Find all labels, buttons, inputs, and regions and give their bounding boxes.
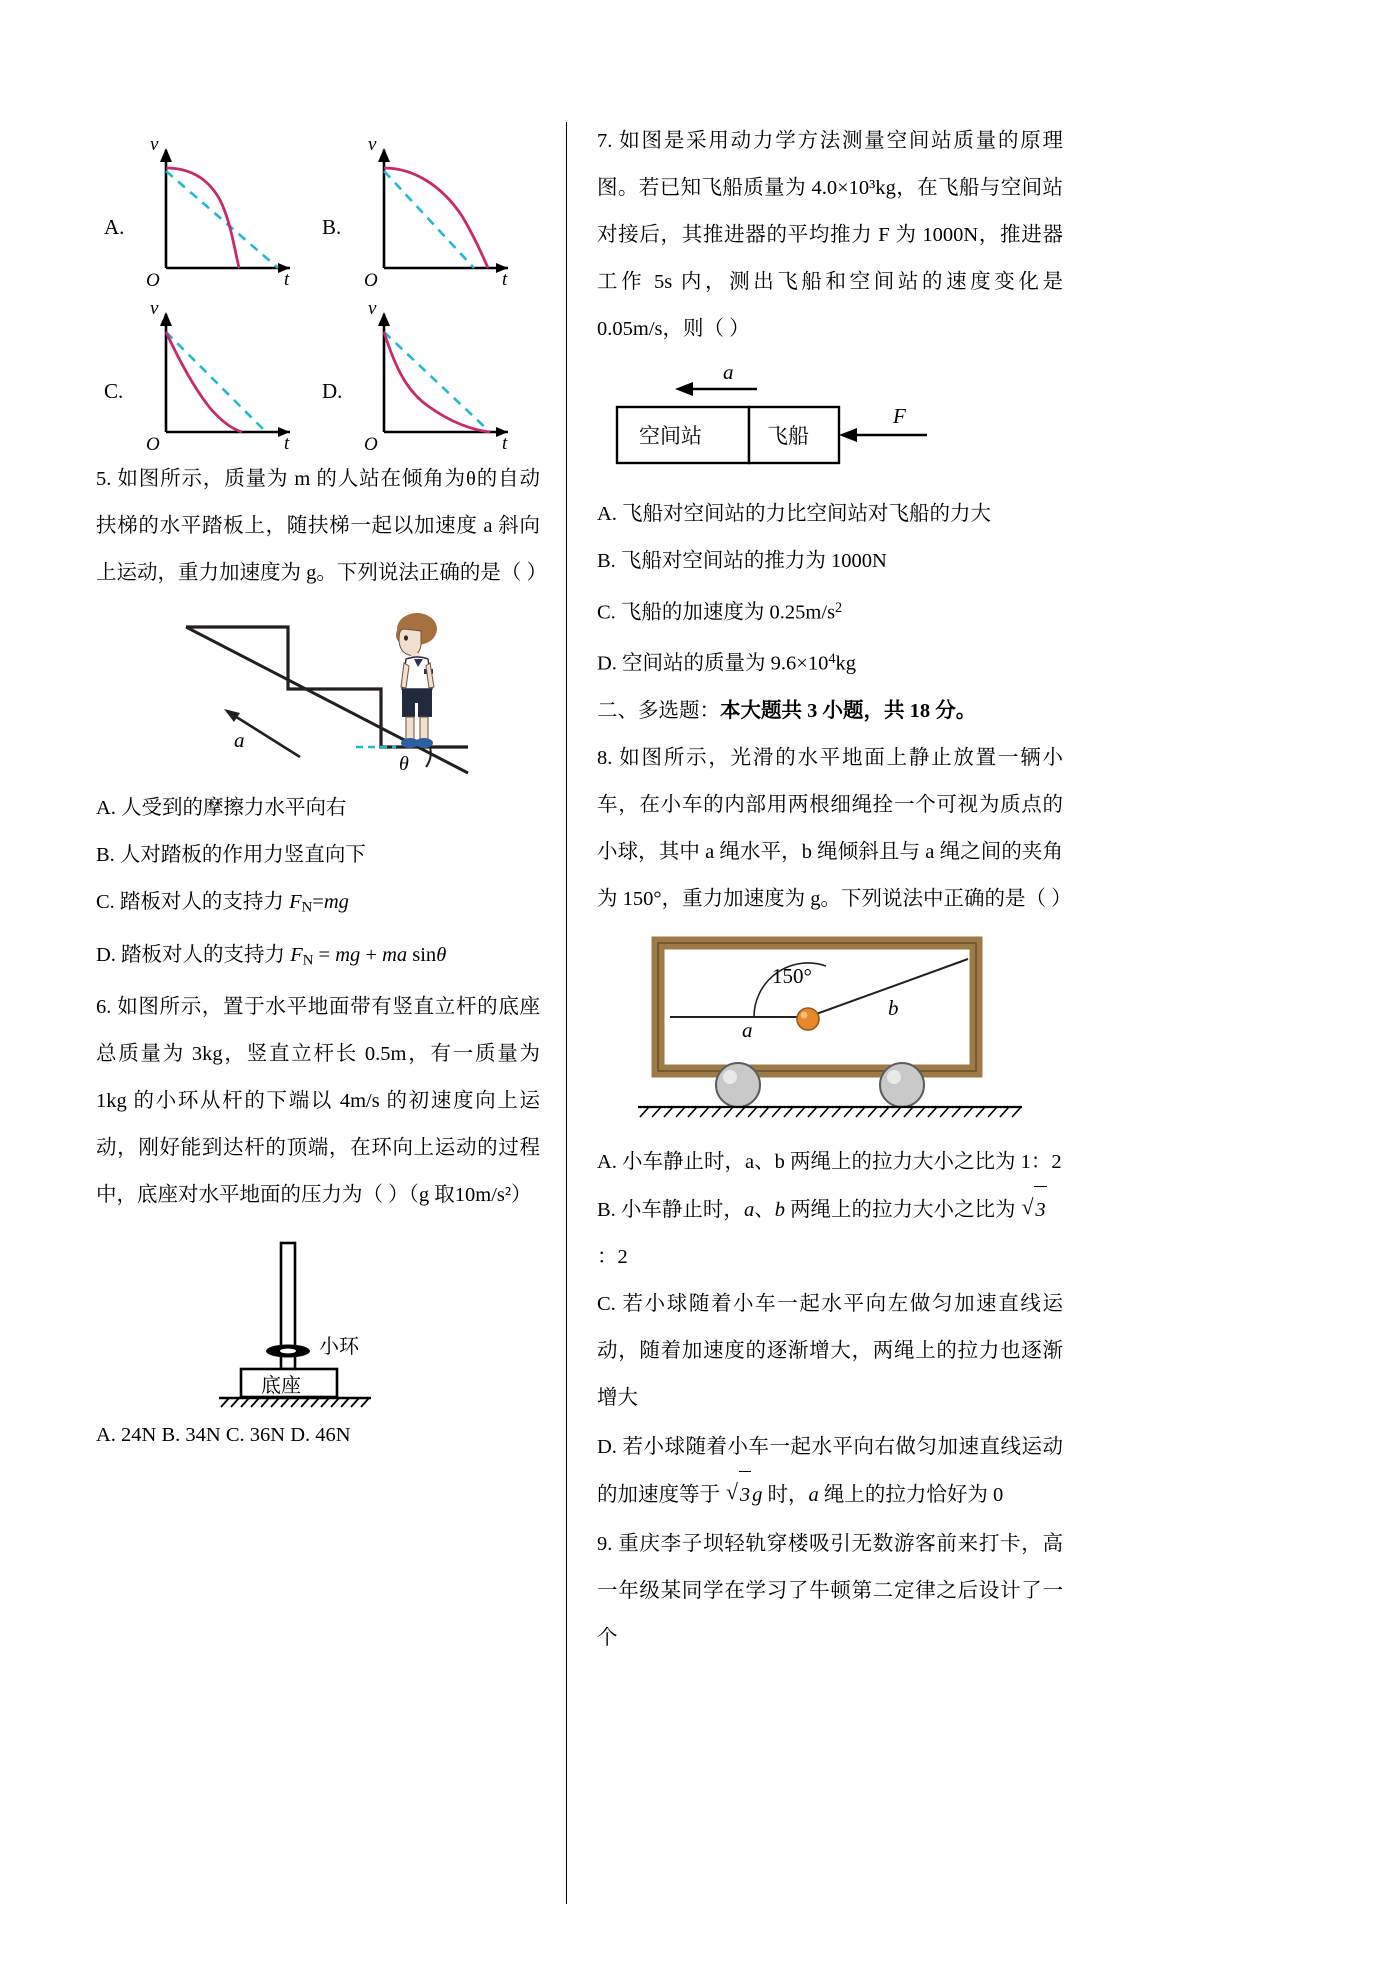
svg-text:v: v bbox=[150, 298, 159, 319]
question-6-body: 如图所示，置于水平地面带有竖直立杆的底座总质量为 3kg，竖直立杆长 0.5m，有一质量为 1kg 的小环从杆的下端以 4m/s 的初速度向上运动，刚好能到达杆的顶端，在环向上运动的过程中，底座对水平地面的压力为（ ）（g 取10m/s²） bbox=[96, 996, 541, 1207]
ring-label: 小环 bbox=[319, 1336, 359, 1359]
pole-base-svg bbox=[193, 1233, 443, 1408]
vt-graph-d-svg bbox=[356, 292, 526, 455]
svg-text:O: O bbox=[146, 270, 160, 291]
question-9-number: 9. bbox=[597, 1532, 613, 1555]
svg-text:v: v bbox=[368, 298, 377, 319]
section-two-bold: 本大题共 3 小题，共 18 分。 bbox=[720, 699, 977, 722]
question-8-body: 如图所示，光滑的水平地面上静止放置一辆小车，在小车的内部用两根细绳拴一个可视为质点的小球，其中 a 绳水平，b 绳倾斜且与 a 绳之间的夹角为 150°，重力加速度为 g。下列说法中正确的是（ ） bbox=[597, 746, 1072, 910]
svg-text:t: t bbox=[502, 269, 508, 290]
question-5-number: 5. bbox=[96, 468, 112, 490]
pole-base-figure bbox=[96, 1233, 540, 1408]
rope-a-label: a bbox=[742, 1017, 753, 1042]
force-label: F bbox=[893, 404, 906, 428]
question-7-number: 7. bbox=[597, 130, 613, 152]
cart-ball-svg bbox=[630, 931, 1030, 1131]
section-two-heading bbox=[597, 688, 1063, 735]
vt-graph-c-svg bbox=[138, 292, 308, 455]
question-6-number: 6. bbox=[96, 996, 112, 1019]
vt-graph-a-svg bbox=[138, 128, 308, 291]
ship-label: 飞船 bbox=[767, 424, 809, 448]
question-7-option-d: D. 空间站的质量为 $9.6\times 10^4kg$ bbox=[597, 651, 857, 675]
question-8-option-c: C. 若小球随着小车一起水平向左做匀加速直线运动，随着加速度的逐渐增大，两绳上的拉力也逐渐增大 bbox=[597, 1292, 1063, 1409]
cart-ball-figure bbox=[597, 931, 1063, 1131]
station-label: 空间站 bbox=[639, 424, 702, 448]
vt-graph-group bbox=[104, 128, 534, 455]
question-5-option-a: A. 人受到的摩擦力水平向右 bbox=[96, 797, 347, 819]
rope-b-label: b bbox=[888, 995, 899, 1020]
question-9-text bbox=[597, 1521, 1063, 1662]
right-column bbox=[593, 118, 1072, 1904]
vt-graph-d-label: D. bbox=[322, 379, 343, 403]
svg-text:t: t bbox=[284, 269, 290, 290]
question-7-body: 如图是采用动力学方法测量空间站质量的原理图。若已知飞船质量为 4.0×10³kg，在飞船与空间站对接后，其推进器的平均推力 F 为 1000N，推进器工作 5s 内，测出飞船和空间站的速度变化是 0.05m/s，则（ ） bbox=[597, 130, 1064, 340]
question-5-option-d: D. 踏板对人的支持力 $F_N$ = mg + ma sinθ bbox=[96, 943, 447, 969]
svg-text:t: t bbox=[502, 433, 508, 454]
question-5-option-b: B. 人对踏板的作用力竖直向下 bbox=[96, 844, 366, 866]
vt-graph-c bbox=[104, 292, 314, 455]
vt-graph-d bbox=[322, 292, 532, 455]
vt-graph-row-top bbox=[104, 128, 534, 291]
question-8-option-a: A. 小车静止时，a、b 两绳上的拉力大小之比为 1：2 bbox=[597, 1150, 1062, 1173]
question-8-option-b: B. 小车静止时，a、b 两绳上的拉力大小之比为 √ 3：2 bbox=[597, 1186, 1063, 1281]
question-7-option-a: A. 飞船对空间站的力比空间站对飞船的力大 bbox=[597, 503, 992, 525]
question-7-text bbox=[597, 118, 1063, 353]
section-two-prefix: 二、多选题： bbox=[597, 699, 720, 722]
cart-angle-label: 150° bbox=[772, 963, 812, 988]
question-7-option-c: C. 飞船的加速度为 $0.25m/s^2$ bbox=[597, 600, 843, 624]
vt-graph-b bbox=[322, 128, 532, 291]
escalator-accel-label: a bbox=[234, 728, 245, 752]
vt-graph-c-label: C. bbox=[104, 379, 124, 403]
question-5-option-c: C. 踏板对人的支持力 $F_N=mg$ bbox=[96, 891, 349, 916]
question-9-body: 重庆李子坝轻轨穿楼吸引无数游客前来打卡，高一年级某同学在学习了牛顿第二定律之后设计了一个 bbox=[597, 1532, 1064, 1649]
svg-text:O: O bbox=[364, 270, 378, 291]
vt-graph-row-bottom bbox=[104, 292, 534, 455]
svg-text:O: O bbox=[364, 434, 378, 455]
escalator-svg bbox=[168, 607, 468, 779]
question-6-options: A. 24N B. 34N C. 36N D. 46N bbox=[96, 1424, 351, 1447]
question-6-text bbox=[96, 984, 540, 1219]
spacecraft-svg bbox=[597, 361, 1017, 481]
question-8-text bbox=[597, 735, 1072, 923]
escalator-theta-label: θ bbox=[399, 753, 409, 775]
base-label: 底座 bbox=[261, 1375, 301, 1398]
escalator-figure bbox=[96, 607, 540, 779]
left-column bbox=[96, 118, 566, 1904]
svg-text:t: t bbox=[284, 433, 290, 454]
vt-graph-b-label: B. bbox=[322, 215, 342, 239]
svg-text:O: O bbox=[146, 434, 160, 455]
svg-text:v: v bbox=[368, 134, 377, 155]
vt-graph-b-svg bbox=[356, 128, 526, 291]
question-8-option-d: D. 若小球随着小车一起水平向右做匀加速直线运动的加速度等于 √ 3g 时，a 绳上的拉力恰好为 0 bbox=[597, 1424, 1063, 1519]
svg-text:v: v bbox=[150, 134, 159, 155]
person-illustration bbox=[396, 613, 437, 748]
vt-graph-a bbox=[104, 128, 314, 291]
question-8-number: 8. bbox=[597, 746, 613, 769]
question-7-option-b: B. 飞船对空间站的推力为 1000N bbox=[597, 550, 887, 572]
question-5-text bbox=[96, 456, 547, 597]
column-divider bbox=[566, 122, 567, 1904]
vt-graph-a-label: A. bbox=[104, 215, 125, 239]
spacecraft-figure bbox=[597, 361, 1063, 481]
spacecraft-accel-label: a bbox=[723, 360, 734, 384]
question-5-body: 如图所示，质量为 m 的人站在倾角为θ的自动扶梯的水平踏板上，随扶梯一起以加速度 a 斜向上运动，重力加速度为 g。下列说法正确的是（ ） bbox=[96, 468, 547, 584]
